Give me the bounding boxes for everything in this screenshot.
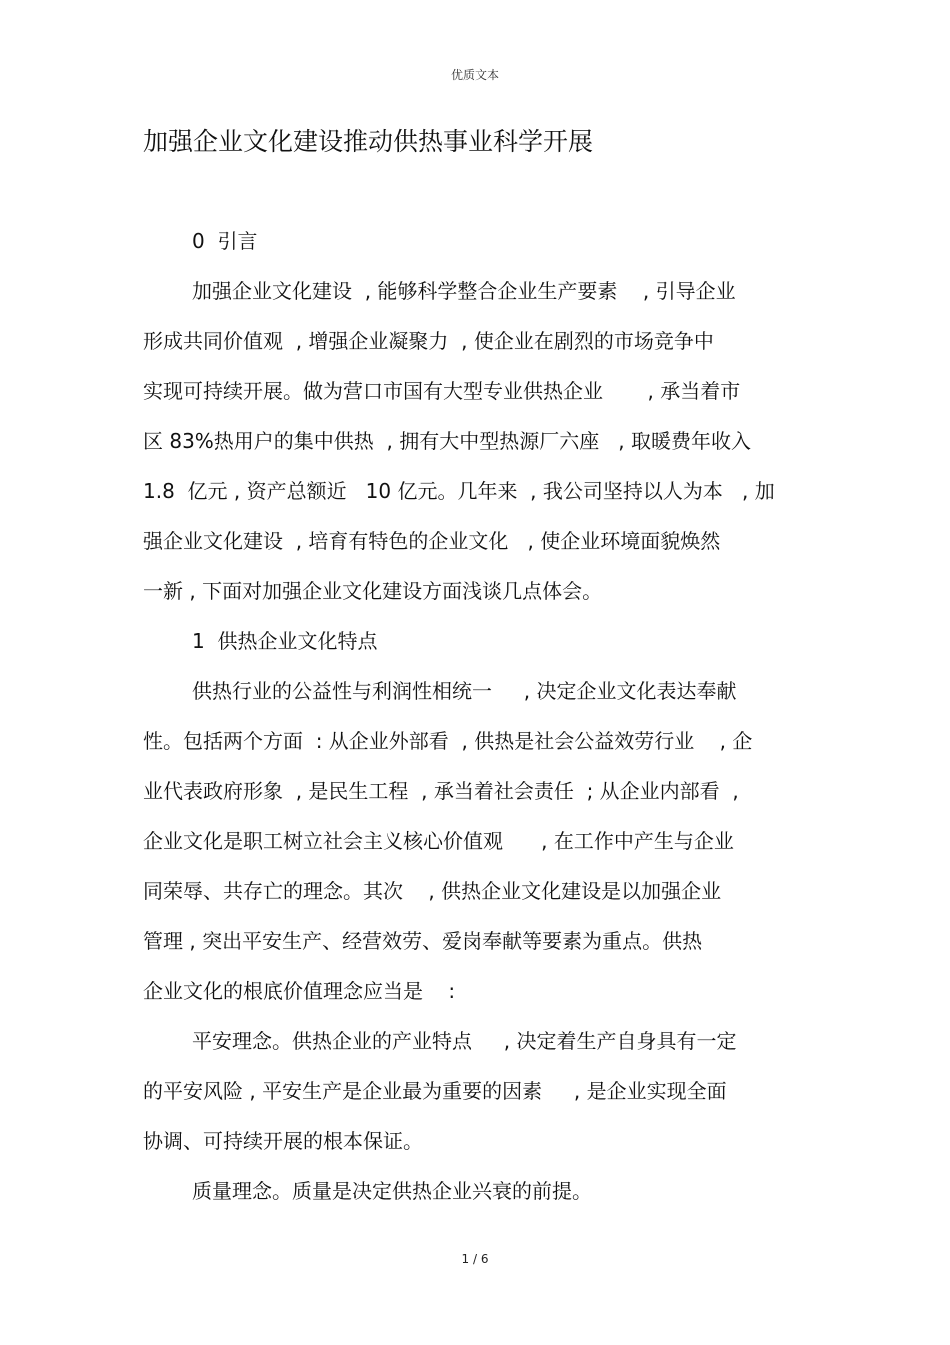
body-line: 强企业文化建设 , 培育有特色的企业文化 , 使企业环境面貌焕然 [143, 529, 721, 553]
document-title: 加强企业文化建设推动供热事业科学开展 [143, 127, 594, 156]
body-line: 1.8 亿元 , 资产总额近 10 亿元。几年来 , 我公司坚持以人为本 , 加 [143, 479, 775, 503]
page-number: 1 / 6 [461, 1252, 489, 1266]
body-line: 企业文化的根底价值理念应当是 : [143, 979, 456, 1003]
body-line: 一新 , 下面对加强企业文化建设方面浅谈几点体会。 [143, 579, 603, 603]
body-line: 供热行业的公益性与利润性相统一 , 决定企业文化表达奉献 [192, 679, 737, 703]
body-line: 的平安风险 , 平安生产是企业最为重要的因素 , 是企业实现全面 [143, 1079, 727, 1103]
body-line: 质量理念。质量是决定供热企业兴衰的前提。 [192, 1179, 592, 1203]
body-line: 企业文化是职工树立社会主义核心价值观 , 在工作中产生与企业 [143, 829, 734, 853]
body-line: 区 83%热用户的集中供热 , 拥有大中型热源厂六座 , 取暖费年收入 [143, 429, 752, 453]
body-line: 业代表政府形象 , 是民生工程 , 承当着社会责任 ; 从企业内部看 , [143, 779, 739, 803]
body-line: 同荣辱、共存亡的理念。其次 , 供热企业文化建设是以加强企业 [143, 879, 722, 903]
body-line: 管理 , 突出平安生产、经营效劳、爱岗奉献等要素为重点。供热 [143, 929, 703, 953]
body-line: 加强企业文化建设 , 能够科学整合企业生产要素 , 引导企业 [192, 279, 736, 303]
section-heading-introduction: 0 引言 [192, 229, 258, 253]
page-header: 优质文本 [450, 68, 499, 82]
section-heading-characteristics: 1 供热企业文化特点 [192, 629, 378, 653]
body-line: 性。包括两个方面 : 从企业外部看 , 供热是社会公益效劳行业 , 企 [143, 729, 753, 753]
body-line: 平安理念。供热企业的产业特点 , 决定着生产自身具有一定 [192, 1029, 737, 1053]
body-line: 实现可持续开展。做为营口市国有大型专业供热企业 , 承当着市 [143, 379, 741, 403]
body-line: 协调、可持续开展的根本保证。 [143, 1129, 423, 1153]
body-line: 形成共同价值观 , 增强企业凝聚力 , 使企业在剧烈的市场竞争中 [143, 329, 714, 353]
